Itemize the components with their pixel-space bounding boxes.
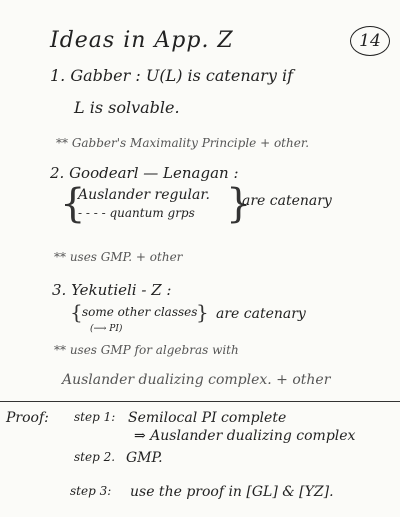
item-3-sub: (⟶ PI) [90,324,123,334]
left-brace-small: { [70,300,83,324]
item-2-note: ** uses GMP. + other [54,250,183,264]
step-2-label: step 2. [74,450,116,464]
step-2-text: GMP. [126,450,163,466]
item-3-line-1: 3. Yekutieli - Z : [52,281,172,299]
page-number-circle [350,26,390,56]
item-2-brace-line-1: Auslander regular. [78,187,210,203]
item-2-tail: are catenary [242,193,332,209]
item-2-line-1: 2. Goodearl — Lenagan : [50,164,239,182]
item-1-note: ** Gabber's Maximality Principle + other. [56,136,310,150]
step-3-text: use the proof in [GL] & [YZ]. [130,484,334,500]
item-3-tail: are catenary [216,306,306,322]
proof-label: Proof: [6,410,49,426]
item-3-note: ** uses GMP for algebras with [54,343,239,357]
item-2-brace-line-2: - - - - quantum grps [78,206,195,220]
item-3-brace-line-1: some other classes [82,305,198,319]
right-brace-small: } [196,300,209,324]
step-1-continuation: ⇒ Auslander dualizing complex [134,428,356,444]
step-1-text: Semilocal PI complete [128,410,287,426]
item-1-line-1: 1. Gabber : U(L) is catenary if [50,66,293,85]
step-3-label: step 3: [70,484,112,498]
item-1-line-2: L is solvable. [74,98,180,117]
item-3-note-2: Auslander dualizing complex. + other [62,372,331,388]
page-number: 14 [359,31,381,51]
step-1-label: step 1: [74,410,116,424]
page-title: Ideas in App. Z [50,28,234,53]
left-brace: { [60,181,86,227]
section-divider [0,401,400,402]
right-brace: } [226,181,252,227]
